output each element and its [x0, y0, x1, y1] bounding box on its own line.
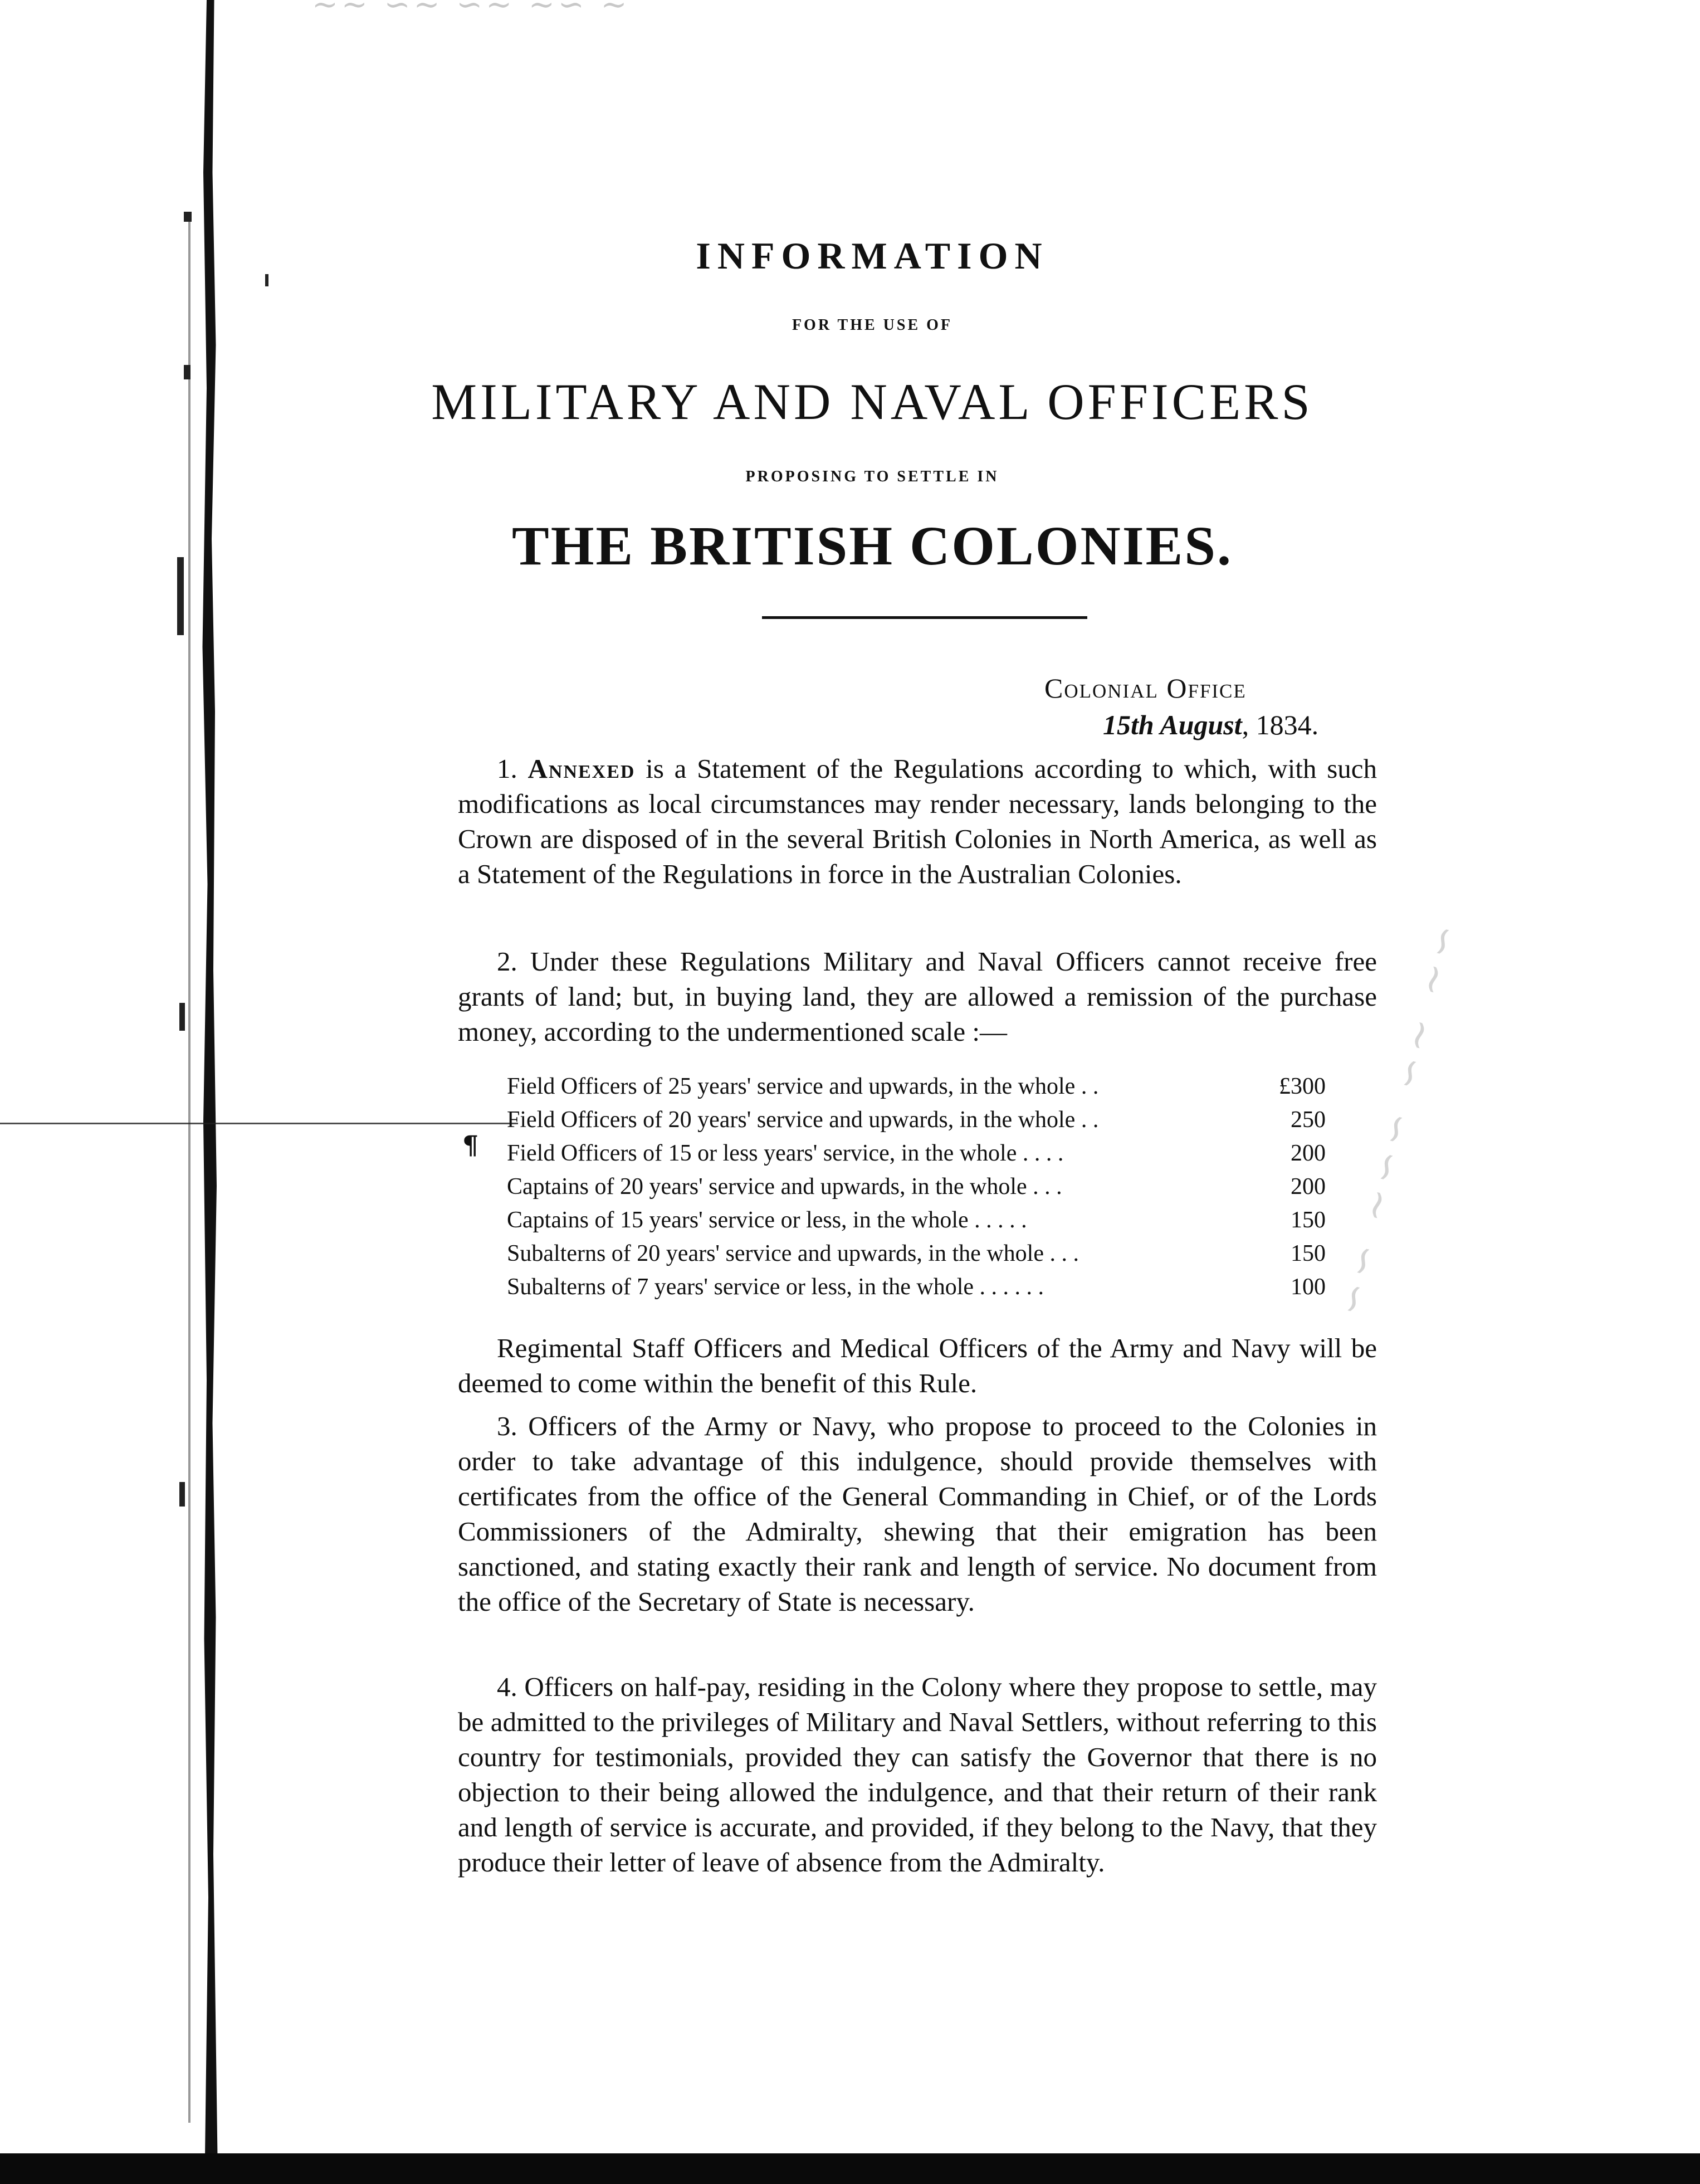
table-row [507, 1106, 1326, 1140]
date-year: , 1834. [1242, 709, 1319, 740]
table-row [507, 1207, 1326, 1240]
header-divider [762, 616, 1087, 619]
table-row [507, 1173, 1326, 1207]
scale-amount: 150 [1291, 1207, 1326, 1233]
scale-description: Subalterns of 20 years' service and upwards, in the whole . . . [507, 1241, 1079, 1266]
title-subline: PROPOSING TO SETTLE IN [745, 468, 999, 485]
scale-amount: £300 [1279, 1074, 1326, 1099]
binding-mark [179, 1482, 185, 1507]
paragraph-3 [458, 1408, 1377, 1619]
scale-description: Field Officers of 25 years' service and upwards, in the whole . . [507, 1074, 1099, 1099]
scale-amount: 200 [1291, 1140, 1326, 1166]
faint-handwriting: ~~ ∽∼ ∽∼ ∼∽ ∼ [312, 0, 631, 23]
binding-mark [179, 1003, 185, 1031]
paragraph-lead: Annexed [527, 753, 636, 784]
scale-description: Field Officers of 15 or less years' service, in the whole . . . . [507, 1140, 1064, 1166]
paragraph-staff [458, 1330, 1377, 1401]
title-colonies: THE BRITISH COLONIES. [512, 515, 1233, 577]
table-row [507, 1140, 1326, 1173]
paragraph-text: is a Statement of the Regulations according to which, with such modifications as local circumstances may render necessary, lands belonging to the Crown are disposed of in the several British Colonies in North America, as well as a Statement of the Regulations in force in the Australian Colonies. [458, 753, 1377, 889]
binding-mark [184, 212, 192, 222]
paragraph-text: 2. Under these Regulations Military and Naval Officers cannot receive free grants of land; but, in buying land, they are allowed a remission of the purchase money, according to the undermentioned scale :— [458, 946, 1377, 1047]
faint-margin-note: ∽∽ ∼∽∽ ∽∼ ∼∽ [1326, 914, 1470, 1321]
table-row [507, 1240, 1326, 1274]
strike-through-line [0, 1123, 518, 1124]
scale-description: Field Officers of 20 years' service and upwards, in the whole . . [507, 1107, 1099, 1133]
document-title: INFORMATION [696, 235, 1049, 277]
document-date [1103, 709, 1318, 741]
table-row [507, 1274, 1326, 1307]
scale-amount: 150 [1291, 1241, 1326, 1266]
paragraph-2 [458, 944, 1377, 1049]
margin-mark: ¶ [462, 1130, 479, 1160]
paragraph-text: 4. Officers on half-pay, residing in the Colony where they propose to settle, may be admitted to the privileges of Military and Naval Settlers, without referring to this country for testimonials, provided they can satisfy the Governor that there is no objection to their being allowed the indulgence, and that their return of their rank and length of service is accurate, and provided, if they belong to the Navy, that they produce their letter of leave of absence from the Admiralty. [458, 1671, 1377, 1878]
paragraph-1 [458, 751, 1377, 891]
paragraph-text: Regimental Staff Officers and Medical Officers of the Army and Navy will be deemed to come within the benefit of this Rule. [458, 1333, 1377, 1398]
paragraph-4 [458, 1669, 1377, 1880]
binding-shadow [188, 212, 190, 2123]
scale-amount: 200 [1291, 1174, 1326, 1200]
table-row [507, 1073, 1326, 1106]
scale-description: Captains of 20 years' service and upwards, in the whole . . . [507, 1174, 1062, 1200]
date-day: 15th August [1103, 709, 1242, 740]
title-main: MILITARY AND NAVAL OFFICERS [431, 373, 1313, 430]
paragraph-number: 1. [497, 753, 517, 784]
office-name: Colonial Office [1044, 672, 1247, 704]
remission-scale-table [507, 1073, 1326, 1307]
scale-description: Subalterns of 7 years' service or less, in the whole . . . . . . [507, 1274, 1044, 1300]
paragraph-text: 3. Officers of the Army or Navy, who propose to proceed to the Colonies in order to take advantage of this indulgence, should provide themselves with certificates from the office of the General Commanding in Chief, or of the Lords Commissioners of the Admiralty, shewing that their emigration has been sanctioned, and stating exactly their rank and length of service. No document from the office of the Secretary of State is necessary. [458, 1411, 1377, 1617]
scale-description: Captains of 15 years' service or less, in the whole . . . . . [507, 1207, 1027, 1233]
scanner-bottom-band [0, 2153, 1700, 2184]
scale-amount: 250 [1291, 1107, 1326, 1133]
title-subline: FOR THE USE OF [792, 316, 953, 334]
scale-amount: 100 [1291, 1274, 1326, 1300]
